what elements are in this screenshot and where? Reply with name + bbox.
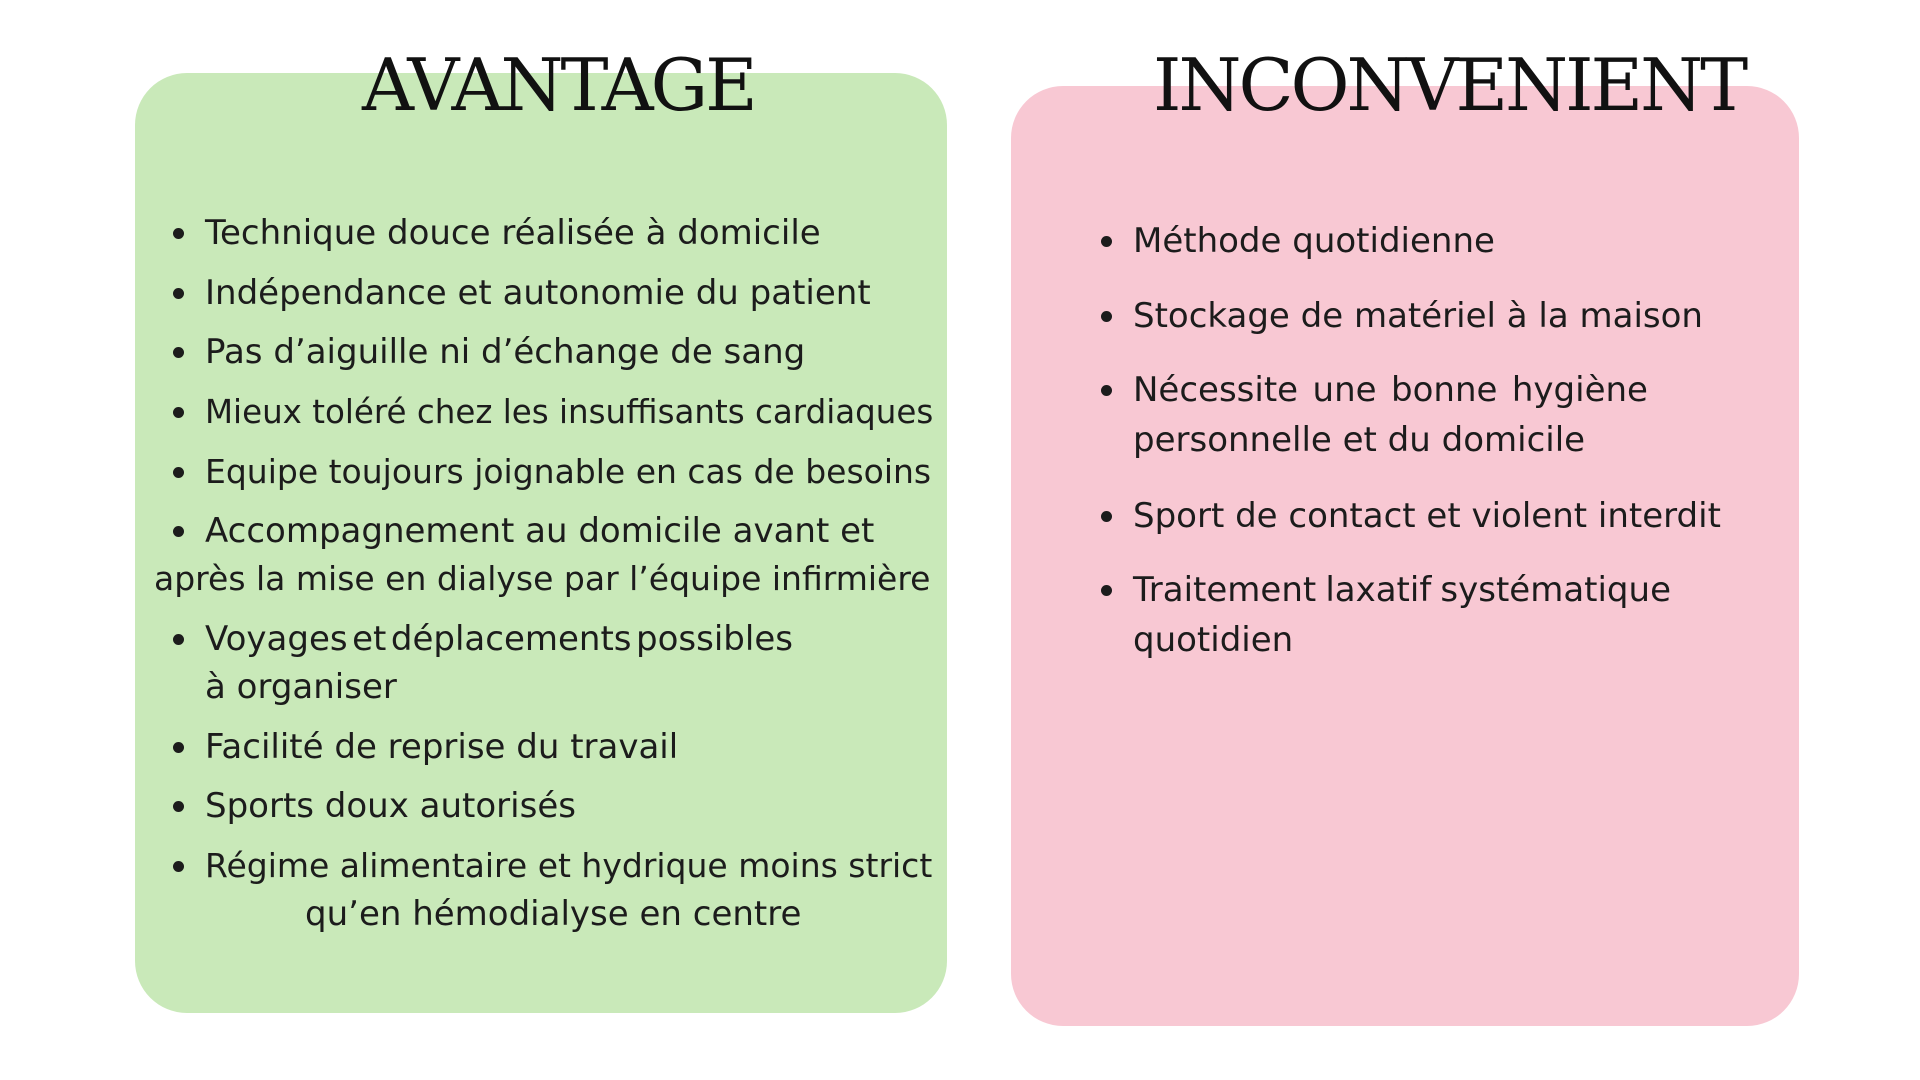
word: bonne	[1391, 370, 1498, 410]
bullet-icon	[173, 467, 184, 478]
advantage-item-line2: qu’en hémodialyse en centre	[305, 894, 802, 934]
word: laxatif	[1325, 570, 1432, 610]
disadvantage-item-line1	[1133, 566, 1671, 614]
bullet-icon	[173, 228, 184, 239]
word: une	[1312, 370, 1377, 410]
word: systématique	[1440, 570, 1671, 610]
advantage-item: Indépendance et autonomie du patient	[205, 273, 871, 313]
disadvantage-item-line2: quotidien	[1133, 620, 1294, 660]
disadvantage-item: Stockage de matériel à la maison	[1133, 296, 1703, 336]
advantage-item-line1	[205, 615, 793, 663]
bullet-icon	[173, 347, 184, 358]
bullet-icon	[173, 861, 184, 872]
advantage-item: Sports doux autorisés	[205, 786, 576, 826]
disadvantage-item-line1	[1133, 366, 1648, 414]
bullet-icon	[173, 801, 184, 812]
advantage-item: Equipe toujours joignable en cas de besoins	[205, 452, 932, 491]
bullet-icon	[1101, 385, 1112, 396]
word: hygiène	[1511, 370, 1648, 410]
advantages-title: AVANTAGE	[362, 43, 755, 127]
bullet-icon	[173, 634, 184, 645]
word: et	[352, 619, 387, 659]
bullet-icon	[1101, 311, 1112, 322]
word: Nécessite	[1133, 370, 1299, 410]
bullet-icon	[173, 742, 184, 753]
word: Traitement	[1133, 570, 1317, 610]
bullet-icon	[173, 526, 184, 537]
bullet-icon	[173, 407, 184, 418]
disadvantage-item: Sport de contact et violent interdit	[1133, 496, 1721, 536]
disadvantages-title: INCONVENIENT	[1153, 43, 1746, 127]
advantage-item-line1: Accompagnement au domicile avant et	[205, 511, 875, 551]
advantage-item: Facilité de reprise du travail	[205, 727, 679, 767]
advantage-item-line2: à organiser	[205, 667, 397, 707]
disadvantage-item: Méthode quotidienne	[1133, 221, 1495, 261]
word: possibles	[636, 619, 793, 659]
word: Voyages	[205, 619, 348, 659]
advantage-item: Technique douce réalisée à domicile	[205, 213, 821, 253]
word: déplacements	[390, 619, 632, 659]
advantage-item: Mieux toléré chez les insuffisants cardiaques	[205, 393, 934, 431]
disadvantage-item-line2: personnelle et du domicile	[1133, 420, 1586, 460]
advantage-item-line1: Régime alimentaire et hydrique moins strict	[205, 846, 933, 885]
advantage-item-line2: après la mise en dialyse par l’équipe infirmière	[154, 559, 931, 598]
advantage-item: Pas d’aiguille ni d’échange de sang	[205, 332, 806, 372]
bullet-icon	[1101, 511, 1112, 522]
bullet-icon	[173, 288, 184, 299]
bullet-icon	[1101, 585, 1112, 596]
bullet-icon	[1101, 236, 1112, 247]
